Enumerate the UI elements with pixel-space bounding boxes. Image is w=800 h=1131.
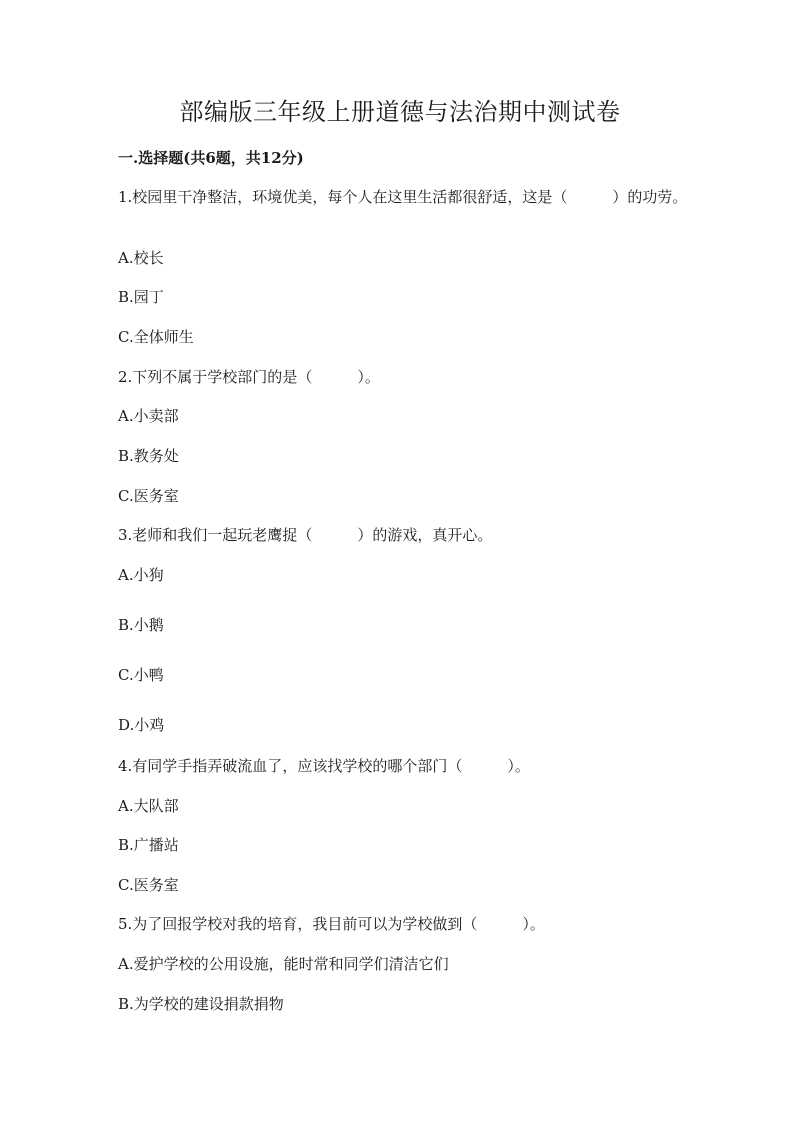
question-option: B.为学校的建设捐款捐物 xyxy=(118,995,284,1013)
question-option: B.教务处 xyxy=(118,447,179,465)
question-option: A.大队部 xyxy=(118,797,179,815)
question-option: C.小鸭 xyxy=(118,666,164,684)
question-option: A.校长 xyxy=(118,249,164,267)
question-option: C.全体师生 xyxy=(118,328,194,346)
question-option: B.广播站 xyxy=(118,836,179,854)
question-option: B.小鹅 xyxy=(118,616,164,634)
question-option: A.爱护学校的公用设施，能时常和同学们清洁它们 xyxy=(118,955,449,973)
question-option: C.医务室 xyxy=(118,487,179,505)
question-option: B.园丁 xyxy=(118,288,164,306)
question-stem: 1.校园里干净整洁，环境优美，每个人在这里生活都很舒适，这是（ ）的功劳。 xyxy=(118,188,688,206)
question-stem: 5.为了回报学校对我的培育，我目前可以为学校做到（ ）。 xyxy=(118,915,545,933)
question-option: A.小狗 xyxy=(118,566,164,584)
page-title: 部编版三年级上册道德与法治期中测试卷 xyxy=(179,98,621,126)
question-option: A.小卖部 xyxy=(118,407,179,425)
question-stem: 3.老师和我们一起玩老鹰捉（ ）的游戏，真开心。 xyxy=(118,526,493,544)
section-heading: 一.选择题(共6题，共12分) xyxy=(118,149,304,167)
question-option: D.小鸡 xyxy=(118,716,165,734)
question-stem: 4.有同学手指弄破流血了，应该找学校的哪个部门（ ）。 xyxy=(118,757,530,775)
question-option: C.医务室 xyxy=(118,876,179,894)
question-stem: 2.下列不属于学校部门的是（ ）。 xyxy=(118,368,380,386)
